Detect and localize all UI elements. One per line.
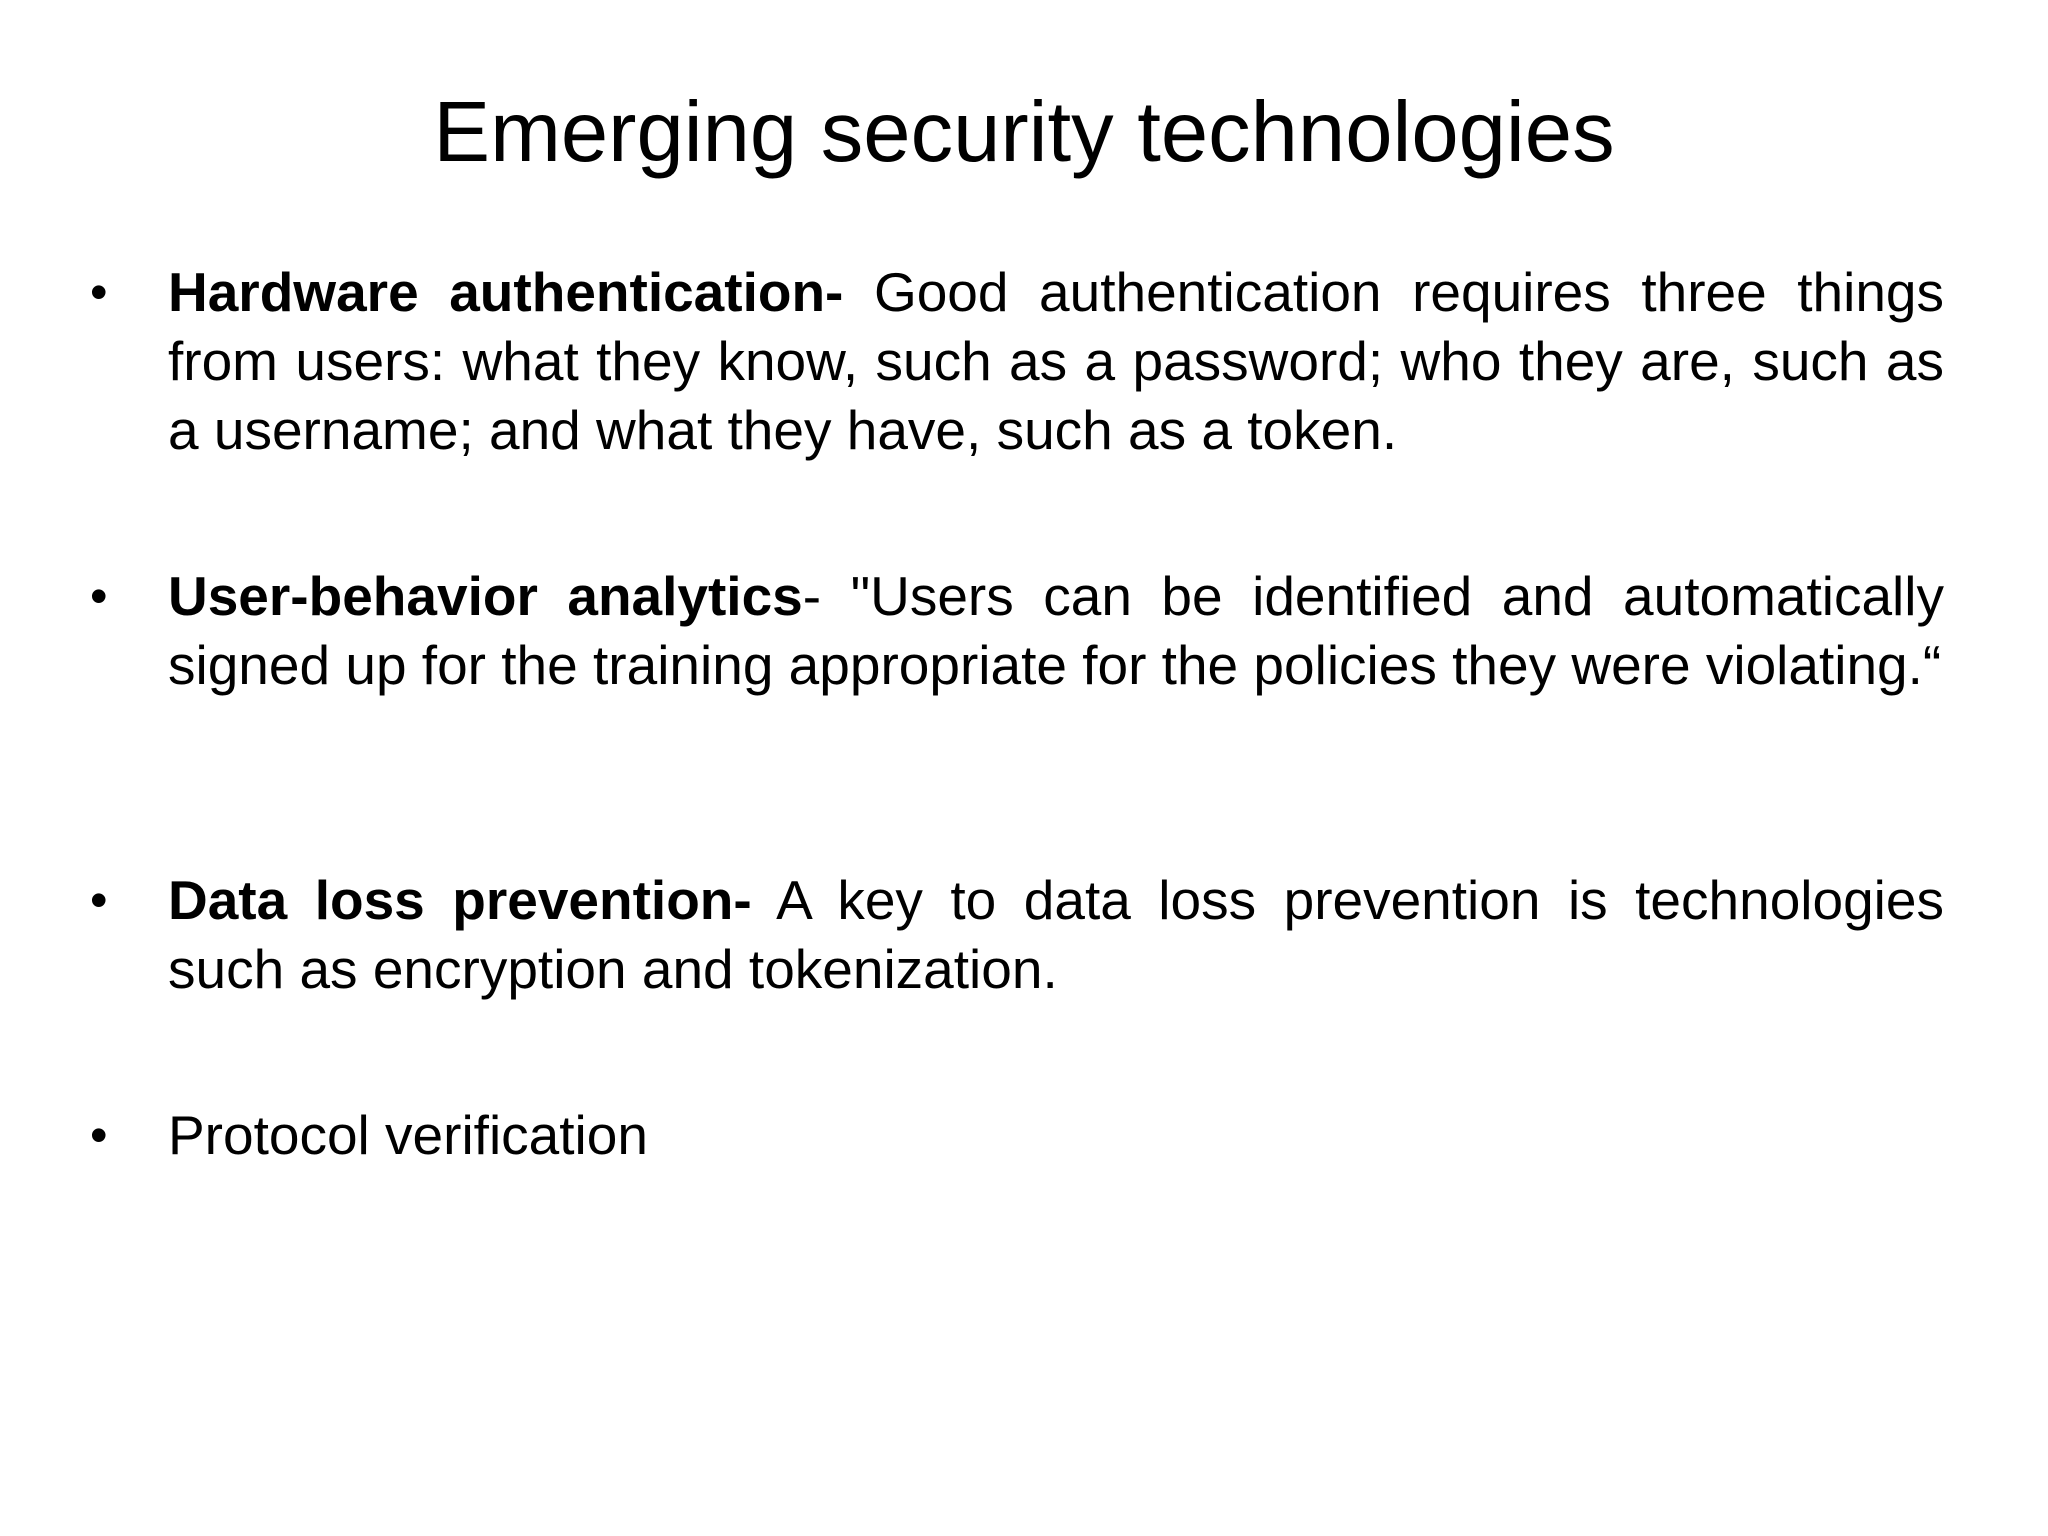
slide-title: Emerging security technologies xyxy=(433,85,1615,180)
bullet-text xyxy=(168,1101,1944,1170)
bullet-term: Data loss prevention- xyxy=(168,869,752,931)
bullet-description: Good authentication requires three things from users: what they know, such as a password; who they are, such as a username; and what they have, such as a token. xyxy=(168,261,1944,461)
bullet-icon: • xyxy=(90,872,108,928)
bullet-term: Hardware authentication- xyxy=(168,261,844,323)
bullet-icon: • xyxy=(90,568,108,624)
bullet-text xyxy=(168,866,1944,1004)
bullet-description: - "Users can be identified and automatically signed up for the training appropriate for the policies they were violating.“ xyxy=(168,565,1944,696)
bullet-text xyxy=(168,258,1944,465)
bullet-description: Protocol verification xyxy=(168,1104,648,1166)
bullet-term: User-behavior analytics xyxy=(168,565,803,627)
bullet-icon: • xyxy=(90,264,108,320)
bullet-icon: • xyxy=(90,1107,108,1163)
bullet-description: A key to data loss prevention is technologies such as encryption and tokenization. xyxy=(168,869,1944,1000)
bullet-text xyxy=(168,562,1944,700)
